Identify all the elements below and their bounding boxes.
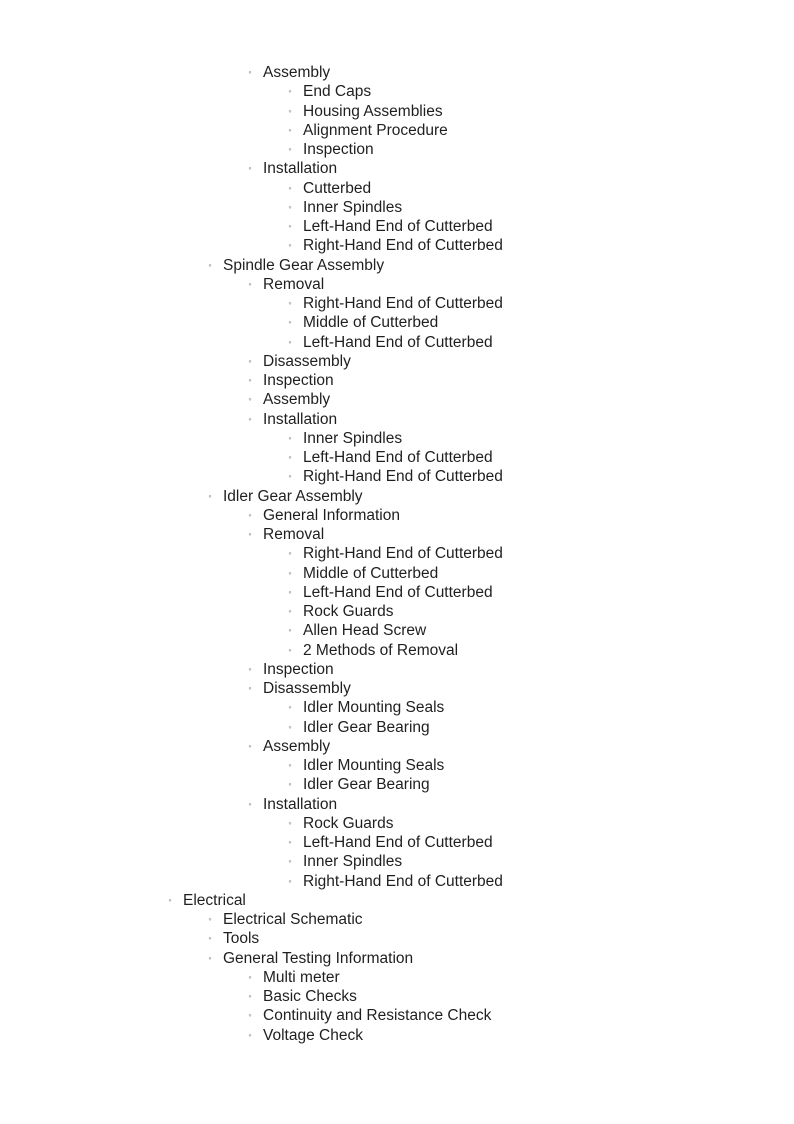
outline-item-label: Installation bbox=[263, 160, 338, 178]
outline-item-level-3 bbox=[0, 275, 794, 294]
outline-item-label: Idler Gear Bearing bbox=[303, 718, 430, 736]
bullet-icon: ◦ bbox=[288, 298, 292, 308]
outline-item-level-4 bbox=[0, 236, 794, 255]
bullet-icon: ◦ bbox=[288, 567, 292, 578]
outline-item-level-4 bbox=[0, 467, 794, 486]
outline-item-label: Inspection bbox=[303, 141, 374, 158]
outline-item-label: Electrical bbox=[183, 891, 246, 909]
bullet-icon: ◦ bbox=[248, 67, 252, 77]
bullet-icon: ◦ bbox=[288, 124, 292, 135]
outline-item-label: Alignment Procedure bbox=[303, 121, 448, 139]
outline-item-label: Left-Hand End of Cutterbed bbox=[303, 449, 493, 466]
outline-item-level-2 bbox=[0, 487, 794, 506]
bullet-icon: ◦ bbox=[248, 278, 252, 289]
outline-item-label: Right-Hand End of Cutterbed bbox=[303, 295, 503, 312]
outline-item-label: Continuity and Resistance Check bbox=[263, 1007, 492, 1025]
outline-item-level-3 bbox=[0, 987, 794, 1006]
outline-item-label: Middle of Cutterbed bbox=[303, 314, 439, 332]
document-outline bbox=[0, 63, 794, 1045]
outline-item-label: Rock Guards bbox=[303, 814, 394, 832]
outline-item-level-3 bbox=[0, 737, 794, 756]
bullet-icon: ◦ bbox=[248, 798, 252, 809]
outline-item-level-3 bbox=[0, 371, 794, 390]
outline-item-level-1 bbox=[0, 891, 794, 910]
outline-item-level-4 bbox=[0, 121, 794, 140]
bullet-icon: ◦ bbox=[248, 413, 252, 424]
outline-item-level-4 bbox=[0, 564, 794, 583]
outline-item-label: Rock Guards bbox=[303, 603, 394, 620]
outline-item-level-4 bbox=[0, 872, 794, 891]
outline-item-level-3 bbox=[0, 1026, 794, 1045]
outline-item-label: Assembly bbox=[263, 64, 331, 81]
bullet-icon: ◦ bbox=[248, 971, 252, 982]
outline-item-level-4 bbox=[0, 814, 794, 833]
bullet-icon: ◦ bbox=[168, 894, 172, 905]
bullet-icon: ◦ bbox=[288, 336, 292, 347]
outline-item-label: Right-Hand End of Cutterbed bbox=[303, 545, 503, 563]
outline-item-level-3 bbox=[0, 525, 794, 544]
outline-item-label: Left-Hand End of Cutterbed bbox=[303, 583, 493, 601]
bullet-icon: ◦ bbox=[288, 240, 292, 251]
outline-item-label: Housing Assemblies bbox=[303, 102, 443, 120]
bullet-icon: ◦ bbox=[288, 432, 292, 443]
outline-item-label: Inspection bbox=[263, 372, 334, 389]
outline-item-label: Right-Hand End of Cutterbed bbox=[303, 237, 503, 255]
outline-item-level-4 bbox=[0, 217, 794, 236]
outline-item-label: Removal bbox=[263, 526, 325, 543]
bullet-icon: ◦ bbox=[248, 355, 252, 366]
outline-item-label: Idler Gear Bearing bbox=[303, 776, 430, 794]
bullet-icon: ◦ bbox=[248, 1010, 252, 1021]
outline-item-level-4 bbox=[0, 544, 794, 563]
outline-item-level-2 bbox=[0, 910, 794, 929]
outline-item-label: General Testing Information bbox=[223, 949, 414, 967]
bullet-icon: ◦ bbox=[208, 952, 212, 963]
outline-item-level-4 bbox=[0, 102, 794, 121]
outline-item-level-3 bbox=[0, 159, 794, 178]
bullet-icon: ◦ bbox=[288, 817, 292, 828]
outline-item-level-3 bbox=[0, 410, 794, 429]
bullet-icon: ◦ bbox=[288, 105, 292, 116]
outline-item-level-4 bbox=[0, 775, 794, 794]
outline-item-level-2 bbox=[0, 929, 794, 948]
bullet-icon: ◦ bbox=[288, 779, 292, 790]
outline-item-label: Inner Spindles bbox=[303, 198, 403, 216]
outline-item-level-3 bbox=[0, 968, 794, 987]
outline-item-level-4 bbox=[0, 756, 794, 775]
outline-item-label: Assembly bbox=[263, 391, 331, 409]
bullet-icon: ◦ bbox=[288, 875, 292, 886]
outline-item-label: Middle of Cutterbed bbox=[303, 564, 439, 582]
outline-item-level-4 bbox=[0, 583, 794, 602]
outline-item-label: 2 Methods of Removal bbox=[303, 641, 459, 659]
outline-item-level-4 bbox=[0, 621, 794, 640]
outline-item-label: Allen Head Screw bbox=[303, 622, 427, 640]
outline-item-label: Spindle Gear Assembly bbox=[223, 256, 385, 274]
outline-item-level-4 bbox=[0, 833, 794, 852]
bullet-icon: ◦ bbox=[288, 856, 292, 867]
outline-item-level-2 bbox=[0, 256, 794, 275]
bullet-icon: ◦ bbox=[208, 933, 212, 944]
bullet-icon: ◦ bbox=[248, 740, 252, 751]
outline-item-level-3 bbox=[0, 795, 794, 814]
outline-item-level-4 bbox=[0, 333, 794, 352]
bullet-icon: ◦ bbox=[288, 760, 292, 770]
bullet-icon: ◦ bbox=[288, 201, 292, 212]
outline-item-label: Idler Mounting Seals bbox=[303, 757, 445, 774]
outline-item-label: Basic Checks bbox=[263, 988, 357, 1005]
bullet-icon: ◦ bbox=[288, 144, 292, 154]
outline-item-level-4 bbox=[0, 140, 794, 159]
outline-item-level-4 bbox=[0, 852, 794, 871]
bullet-icon: ◦ bbox=[288, 586, 292, 597]
bullet-icon: ◦ bbox=[248, 375, 252, 385]
outline-item-level-3 bbox=[0, 352, 794, 371]
bullet-icon: ◦ bbox=[208, 259, 212, 270]
bullet-icon: ◦ bbox=[288, 837, 292, 847]
bullet-icon: ◦ bbox=[248, 509, 252, 520]
bullet-icon: ◦ bbox=[248, 683, 252, 693]
outline-item-label: Electrical Schematic bbox=[223, 911, 363, 928]
outline-item-level-4 bbox=[0, 718, 794, 737]
bullet-icon: ◦ bbox=[288, 702, 292, 713]
outline-item-label: General Information bbox=[263, 506, 400, 524]
outline-item-label: Multi meter bbox=[263, 968, 340, 986]
outline-item-level-3 bbox=[0, 390, 794, 409]
bullet-icon: ◦ bbox=[288, 471, 292, 482]
bullet-icon: ◦ bbox=[248, 991, 252, 1001]
outline-item-level-4 bbox=[0, 448, 794, 467]
outline-item-label: Assembly bbox=[263, 737, 331, 755]
bullet-icon: ◦ bbox=[288, 625, 292, 636]
outline-item-label: Installation bbox=[263, 795, 338, 813]
bullet-icon: ◦ bbox=[248, 663, 252, 674]
outline-item-level-4 bbox=[0, 82, 794, 101]
outline-item-label: Voltage Check bbox=[263, 1026, 363, 1044]
bullet-icon: ◦ bbox=[288, 452, 292, 462]
outline-item-level-4 bbox=[0, 198, 794, 217]
outline-item-level-4 bbox=[0, 294, 794, 313]
bullet-icon: ◦ bbox=[288, 721, 292, 732]
bullet-icon: ◦ bbox=[288, 548, 292, 559]
outline-item-label: Inner Spindles bbox=[303, 853, 403, 871]
outline-item-level-4 bbox=[0, 313, 794, 332]
outline-item-label: Installation bbox=[263, 410, 338, 428]
outline-item-label: Removal bbox=[263, 275, 325, 293]
outline-item-label: Right-Hand End of Cutterbed bbox=[303, 872, 503, 890]
outline-item-label: Inspection bbox=[263, 660, 334, 678]
outline-item-level-3 bbox=[0, 1006, 794, 1025]
bullet-icon: ◦ bbox=[248, 394, 252, 405]
outline-item-label: Idler Mounting Seals bbox=[303, 699, 445, 717]
outline-item-level-3 bbox=[0, 63, 794, 82]
outline-item-label: Tools bbox=[223, 930, 260, 948]
bullet-icon: ◦ bbox=[208, 490, 212, 501]
outline-item-label: Disassembly bbox=[263, 680, 351, 697]
outline-item-level-4 bbox=[0, 429, 794, 448]
bullet-icon: ◦ bbox=[248, 1029, 252, 1040]
bullet-icon: ◦ bbox=[248, 529, 252, 539]
outline-item-level-2 bbox=[0, 949, 794, 968]
bullet-icon: ◦ bbox=[288, 86, 292, 97]
bullet-icon: ◦ bbox=[288, 606, 292, 616]
outline-item-label: Left-Hand End of Cutterbed bbox=[303, 333, 493, 351]
bullet-icon: ◦ bbox=[288, 644, 292, 655]
outline-item-label: Cutterbed bbox=[303, 179, 372, 197]
outline-item-level-3 bbox=[0, 660, 794, 679]
bullet-icon: ◦ bbox=[288, 182, 292, 193]
bullet-icon: ◦ bbox=[248, 163, 252, 174]
bullet-icon: ◦ bbox=[288, 317, 292, 328]
outline-item-level-4 bbox=[0, 179, 794, 198]
outline-item-label: Idler Gear Assembly bbox=[223, 487, 363, 505]
outline-item-label: Left-Hand End of Cutterbed bbox=[303, 834, 493, 851]
outline-item-label: Disassembly bbox=[263, 352, 351, 370]
bullet-icon: ◦ bbox=[288, 221, 292, 231]
outline-item-level-4 bbox=[0, 698, 794, 717]
outline-item-level-3 bbox=[0, 679, 794, 698]
outline-item-label: Inner Spindles bbox=[303, 429, 403, 447]
outline-item-level-4 bbox=[0, 602, 794, 621]
outline-item-level-3 bbox=[0, 506, 794, 525]
bullet-icon: ◦ bbox=[208, 914, 212, 924]
outline-item-level-4 bbox=[0, 641, 794, 660]
outline-item-label: End Caps bbox=[303, 83, 372, 101]
outline-item-label: Right-Hand End of Cutterbed bbox=[303, 468, 503, 486]
outline-item-label: Left-Hand End of Cutterbed bbox=[303, 218, 493, 235]
